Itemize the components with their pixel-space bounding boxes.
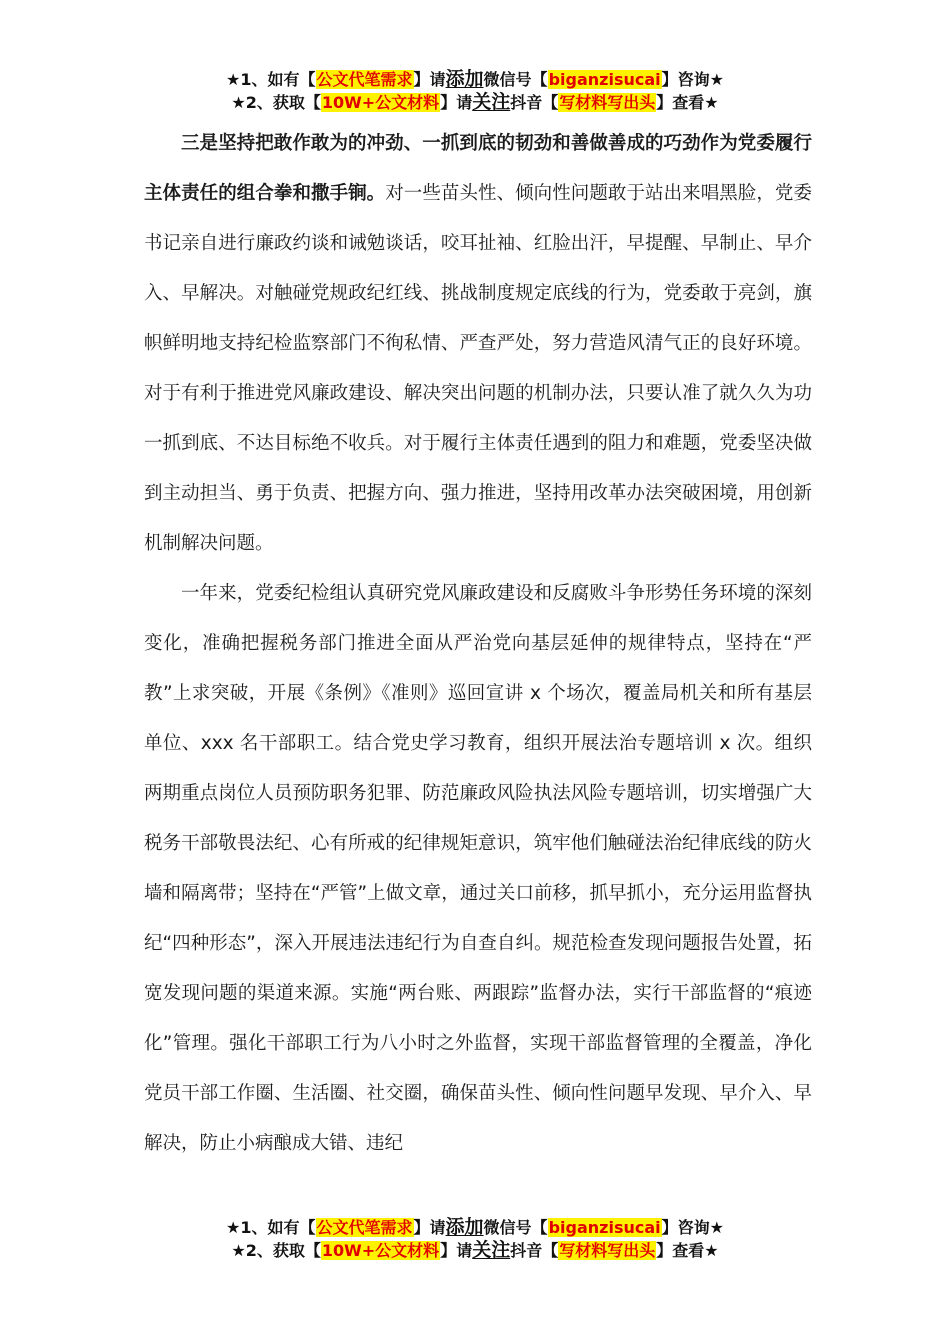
- banner-highlight: 写材料写出头: [559, 93, 656, 112]
- banner-highlight: 10W+公文材料: [321, 93, 440, 112]
- banner-emphasis: 添加: [445, 68, 484, 90]
- banner-highlight: 公文代笔需求: [316, 1218, 413, 1237]
- banner-text: 微信号【: [483, 1218, 548, 1237]
- banner-highlight: biganzisucai: [548, 70, 661, 89]
- banner-text: 】咨询★: [661, 1218, 724, 1237]
- banner-text: ★2、获取【: [231, 1241, 321, 1260]
- banner-emphasis: 添加: [445, 1216, 484, 1238]
- banner-highlight: 写材料写出头: [559, 1241, 656, 1260]
- banner-line-1: [0, 1216, 950, 1239]
- banner-line-1: [0, 68, 950, 91]
- banner-text: 微信号【: [483, 70, 548, 89]
- banner-text: ★1、如有【: [226, 70, 316, 89]
- banner-text: 】查看★: [656, 93, 719, 112]
- banner-text: 抖音【: [510, 93, 559, 112]
- banner-emphasis: 关注: [472, 91, 511, 113]
- footer-banner: [0, 1216, 950, 1262]
- banner-line-2: [0, 91, 950, 114]
- header-banner: [0, 68, 950, 114]
- paragraph-1: [144, 119, 812, 569]
- banner-text: ★2、获取【: [231, 93, 321, 112]
- banner-text: 】查看★: [656, 1241, 719, 1260]
- banner-highlight: biganzisucai: [548, 1218, 661, 1237]
- banner-text: 】请: [440, 1241, 473, 1260]
- banner-highlight: 公文代笔需求: [316, 70, 413, 89]
- banner-highlight: 10W+公文材料: [321, 1241, 440, 1260]
- banner-emphasis: 关注: [472, 1239, 511, 1261]
- banner-text: 】请: [440, 93, 473, 112]
- paragraph-lead: 三是坚持把敢作敢为的冲劲、一抓到底的韧劲和善做善成的巧劲作为党委履行主体责任的组合拳和撒手锏。: [144, 133, 812, 204]
- paragraph-2: 一年来，党委纪检组认真研究党风廉政建设和反腐败斗争形势任务环境的深刻变化，准确把握税务部门推进全面从严治党向基层延伸的规律特点，坚持在“严教”上求突破，开展《条例》《准则》巡回宣讲 x 个场次，覆盖局机关和所有基层单位、xxx 名干部职工。结合党史学习教育，组织开展法治专题培训 x 次。组织两期重点岗位人员预防职务犯罪、防范廉政风险执法风险专题培训，切实增强广大税务干部敬畏法纪、心有所戒的纪律规矩意识，筑牢他们触碰法治纪律底线的防火墙和隔离带；坚持在“严管”上做文章，通过关口前移，抓早抓小，充分运用监督执纪“四种形态”，深入开展违法违纪行为自查自纠。规范检查发现问题报告处置，拓宽发现问题的渠道来源。实施“两台账、两跟踪”监督办法，实行干部监督的“痕迹化”管理。强化干部职工行为八小时之外监督，实现干部监督管理的全覆盖，净化党员干部工作圈、生活圈、社交圈，确保苗头性、倾向性问题早发现、早介入、早解决，防止小病酿成大错、违纪: [144, 583, 812, 1154]
- banner-text: 抖音【: [510, 1241, 559, 1260]
- paragraph-text: 对一些苗头性、倾向性问题敢于站出来唱黑脸，党委书记亲自进行廉政约谈和诫勉谈话，咬耳扯袖、红脸出汗，早提醒、早制止、早介入、早解决。对触碰党规政纪红线、挑战制度规定底线的行为，党委敢于亮剑，旗帜鲜明地支持纪检监察部门不徇私情、严查严处，努力营造风清气正的良好环境。对于有利于推进党风廉政建设、解决突出问题的机制办法，只要认准了就久久为功一抓到底、不达目标绝不收兵。对于履行主体责任遇到的阻力和难题，党委坚决做到主动担当、勇于负责、把握方向、强力推进，坚持用改革办法突破困境，用创新机制解决问题。: [144, 183, 812, 554]
- document-body: [144, 119, 812, 1169]
- banner-text: 】请: [413, 1218, 446, 1237]
- banner-text: 】请: [413, 70, 446, 89]
- banner-line-2: [0, 1239, 950, 1262]
- banner-text: ★1、如有【: [226, 1218, 316, 1237]
- banner-text: 】咨询★: [661, 70, 724, 89]
